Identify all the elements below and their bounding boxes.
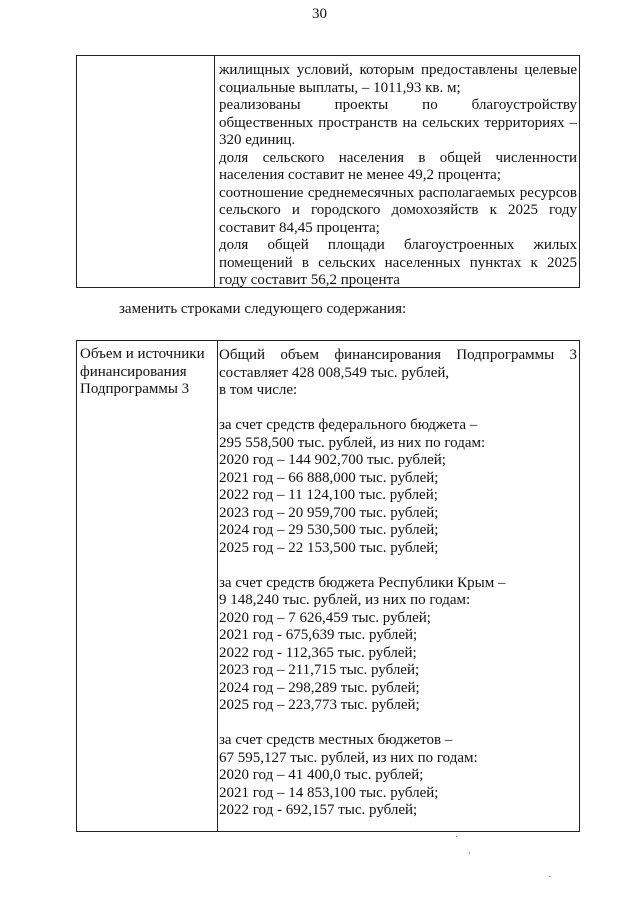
financing-line: составляет 428 008,549 тыс. рублей, [219, 364, 450, 381]
text-line: жилищных условий, которым предоставлены целевые [219, 62, 577, 78]
text-line: доля общей площади благоустроенных жилых [219, 237, 577, 253]
financing-details-cell [216, 341, 579, 831]
financing-line: 2025 год – 223,773 тыс. рублей; [219, 697, 420, 713]
indicators-cell [216, 56, 579, 287]
financing-line: 67 595,127 тыс. рублей, из них по годам: [219, 749, 478, 766]
financing-line: за счет средств федерального бюджета – [219, 417, 478, 433]
text-line: сельского и городского домохозяйств к 2025 году [219, 202, 577, 218]
financing-line [219, 715, 577, 733]
label-line: Подпрограммы 3 [80, 381, 190, 397]
financing-line: 2024 год – 29 530,500 тыс. рублей; [219, 522, 439, 538]
label-line: финансирования [80, 363, 187, 380]
scan-mark: · [455, 832, 459, 843]
label-line: Объем и источники [80, 346, 205, 362]
text-line: доля сельского населения в общей численности [219, 149, 577, 166]
financing-line: за счет средств местных бюджетов – [219, 732, 453, 748]
financing-line: 2021 год – 14 853,100 тыс. рублей; [219, 784, 439, 801]
text-line: социальные выплаты, – 1011,93 кв. м; [219, 79, 461, 96]
text-line: составит 84,45 процента; [219, 219, 380, 236]
financing-line: 2023 год – 211,715 тыс. рублей; [219, 662, 420, 678]
replace-instruction: заменить строками следующего содержания: [119, 301, 407, 317]
financing-label-cell [77, 341, 218, 831]
text-line: помещений в сельских населенных пунктах к 2025 [219, 254, 577, 271]
financing-line: 2021 год - 675,639 тыс. рублей; [219, 627, 418, 643]
text-line: населения составит не менее 49,2 процента; [219, 167, 502, 183]
financing-line [219, 557, 577, 575]
text-line: году составит 56,2 процента [219, 272, 400, 288]
financing-line: 9 148,240 тыс. рублей, из них по годам: [219, 592, 471, 608]
financing-line [219, 400, 577, 418]
financing-line: 295 558,500 тыс. рублей, из них по годам: [219, 434, 486, 451]
text-line: общественных пространств на сельских территориях – [219, 114, 577, 131]
scan-mark: , [468, 845, 471, 856]
scan-mark: · [548, 872, 552, 883]
financing-line: 2025 год – 22 153,500 тыс. рублей; [219, 539, 439, 556]
text-line: соотношение среднемесячных располагаемых ресурсов [219, 184, 577, 201]
financing-table [76, 340, 580, 832]
financing-line: в том числе: [219, 382, 298, 398]
financing-line: 2020 год – 41 400,0 тыс. рублей; [219, 767, 424, 783]
financing-line: 2020 год – 144 902,700 тыс. рублей; [219, 452, 446, 468]
empty-left-cell [77, 56, 215, 287]
text-line: 320 единиц. [219, 132, 296, 148]
financing-line: 2022 год - 112,365 тыс. рублей; [219, 644, 417, 661]
financing-line: 2022 год - 692,157 тыс. рублей; [219, 802, 418, 818]
financing-line: 2023 год – 20 959,700 тыс. рублей; [219, 504, 439, 521]
financing-line: 2020 год – 7 626,459 тыс. рублей; [219, 609, 431, 626]
financing-line: 2022 год – 11 124,100 тыс. рублей; [219, 487, 438, 503]
continued-table [76, 55, 580, 288]
financing-line: Общий объем финансирования Подпрограммы 3 [219, 347, 577, 363]
text-line: реализованы проекты по благоустройству [219, 97, 577, 113]
financing-line: 2021 год – 66 888,000 тыс. рублей; [219, 469, 439, 486]
financing-line: 2024 год – 298,289 тыс. рублей; [219, 679, 420, 696]
page-number: 30 [312, 6, 327, 22]
financing-line: за счет средств бюджета Республики Крым – [219, 574, 506, 591]
